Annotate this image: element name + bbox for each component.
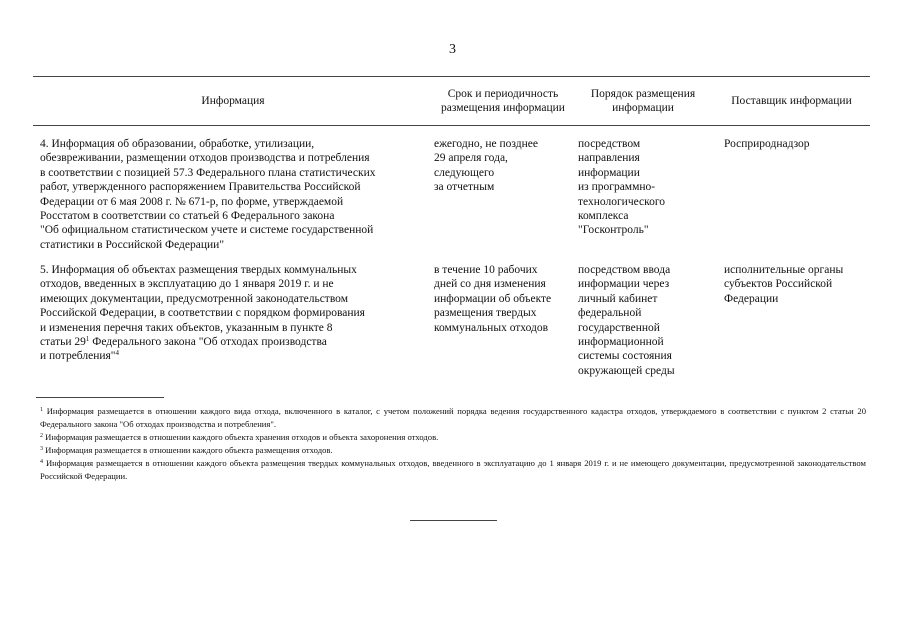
- row5-order-line: системы состояния: [578, 350, 672, 363]
- row5-info-text: и потребления": [40, 350, 116, 363]
- row4-order-line: технологического: [578, 195, 666, 208]
- row4-order-line: "Госконтроль": [578, 224, 649, 237]
- row4-term-cell: [434, 137, 538, 195]
- row5-term-line: информации об объекте: [434, 292, 552, 305]
- row5-term-line: в течение 10 рабочих: [434, 264, 538, 276]
- footnote-mark: 3: [40, 446, 43, 452]
- end-rule: [410, 520, 497, 521]
- row4-info-line: "Об официальном статистическом учете и системе государственной: [40, 224, 374, 237]
- row5-info-line: 5. Информация об объектах размещения твердых коммунальных: [40, 264, 357, 276]
- row5-info-text: Федерального закона "Об отходах производства: [89, 336, 327, 349]
- row5-info-line: [40, 335, 365, 349]
- row5-provider-line: исполнительные органы: [724, 264, 844, 276]
- footnote-text: Информация размещается в отношении каждого объекта хранения отходов и объекта захоронения отходов.: [43, 432, 439, 442]
- row5-info-cell: [40, 263, 365, 364]
- row5-order-line: информационной: [578, 336, 664, 349]
- row5-order-line: личный кабинет: [578, 292, 658, 305]
- header-info: Информация: [201, 94, 265, 107]
- table-header-rule: [33, 125, 870, 126]
- row4-order-line: комплекса: [578, 210, 629, 223]
- row4-order-line: направления: [578, 152, 640, 165]
- row4-info-line: статистики в Российской Федерации": [40, 238, 225, 251]
- row4-term-line: следующего: [434, 166, 495, 179]
- row4-order-line: из программно-: [578, 181, 656, 194]
- row5-info-line: и изменения перечня таких объектов, указанным в пункте 8: [40, 321, 333, 334]
- footnote-4: [40, 457, 866, 483]
- row5-term-line: размещения твердых: [434, 307, 537, 320]
- footnote-text: Информация размещается в отношении каждого вида отхода, включенного в каталог, с учетом положений порядка ведения государственного кадастра отходов, утверждаемого в соответствии с пунктом 2 статьи 20 Федерального закона "Об отходах производства и потребления".: [40, 406, 866, 429]
- row5-term-line: дней со дня изменения: [434, 278, 546, 291]
- row4-order-cell: [578, 137, 665, 238]
- row4-info-line: Росстатом в соответствии со статьей 6 Федерального закона: [40, 210, 335, 223]
- row4-info-line: 4. Информация об образовании, обработке, утилизации,: [40, 138, 315, 150]
- row5-order-line: государственной: [578, 321, 660, 334]
- row4-term-line: 29 апреля года,: [434, 152, 508, 165]
- header-order: Порядок размещения информации: [590, 87, 696, 114]
- row4-info-line: работ, утвержденного распоряжением Правительства Российской: [40, 181, 361, 194]
- footnote-ref: 4: [115, 349, 120, 358]
- footnote-2: [40, 431, 866, 444]
- footnote-text: Информация размещается в отношении каждого объекта размещения твердых коммунальных отходов, введенного в эксплуатацию до 1 января 2019 г. и не имеющего документации, предусмотренной законодательством Российской Федерации.: [40, 458, 866, 481]
- footnote-3: [40, 444, 866, 457]
- row4-info-line: Федерации от 6 мая 2008 г. № 671-р, по форме, утверждаемой: [40, 195, 344, 208]
- row5-order-line: информации через: [578, 278, 670, 291]
- row5-info-line: имеющих документации, предусмотренной законодательством: [40, 292, 348, 305]
- row5-info-line: [40, 349, 365, 363]
- row5-provider-line: субъектов Российской: [724, 278, 833, 291]
- footnote-mark: 1: [40, 407, 43, 413]
- footnote-mark: 2: [40, 433, 43, 439]
- footnotes: [40, 405, 866, 483]
- row4-info-cell: [40, 137, 376, 252]
- row5-provider-line: Федерации: [724, 292, 779, 305]
- header-term: Срок и периодичность размещения информации: [441, 87, 565, 114]
- footnote-separator: [36, 397, 164, 398]
- row5-info-text: статьи 29: [40, 336, 86, 349]
- row4-provider-line: Росприроднадзор: [724, 138, 810, 150]
- row4-provider-cell: [724, 137, 810, 151]
- row4-info-line: обезвреживании, размещении отходов производства и потребления: [40, 152, 370, 165]
- footnote-text: Информация размещается в отношении каждого объекта размещения отходов.: [43, 445, 333, 455]
- header-provider: Поставщик информации: [731, 94, 852, 107]
- row5-order-line: федеральной: [578, 307, 642, 320]
- footnote-1: [40, 405, 866, 431]
- row4-term-line: за отчетным: [434, 181, 495, 194]
- row5-info-line: отходов, введенных в эксплуатацию до 1 января 2019 г. и не: [40, 278, 334, 291]
- row5-provider-cell: [724, 263, 843, 306]
- row5-order-line: окружающей среды: [578, 364, 675, 377]
- row5-info-line: Российской Федерации, в соответствии с порядком формирования: [40, 307, 365, 320]
- row5-order-line: посредством ввода: [578, 264, 671, 276]
- row5-term-line: коммунальных отходов: [434, 321, 549, 334]
- row4-order-line: посредством: [578, 138, 641, 150]
- row5-order-cell: [578, 263, 675, 378]
- page-number: 3: [449, 42, 456, 57]
- footnote-mark: 4: [40, 459, 43, 465]
- footnote-ref: 1: [85, 335, 90, 344]
- row4-info-line: в соответствии с позицией 57.3 Федерального плана статистических: [40, 166, 376, 179]
- row4-order-line: информации: [578, 166, 640, 179]
- row4-term-line: ежегодно, не позднее: [434, 138, 538, 150]
- row5-term-cell: [434, 263, 551, 335]
